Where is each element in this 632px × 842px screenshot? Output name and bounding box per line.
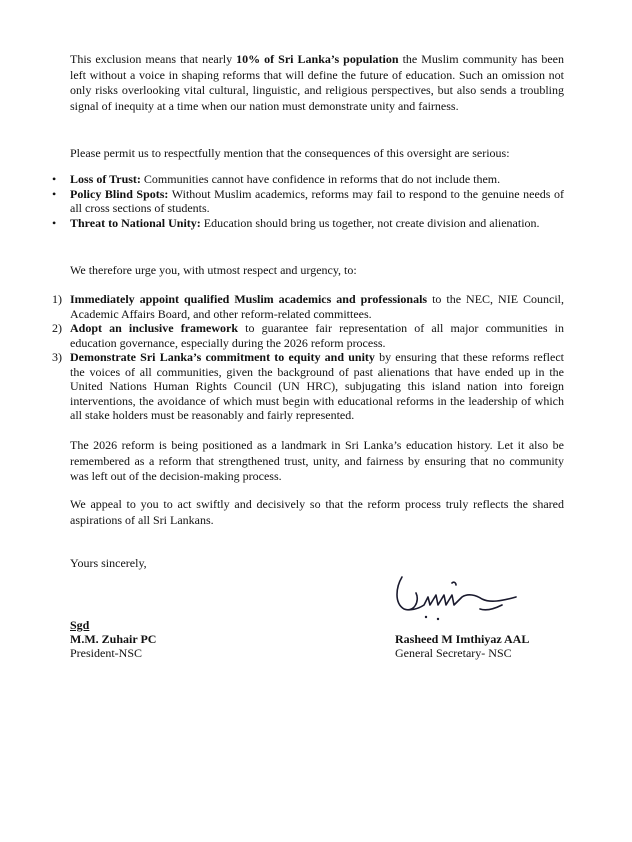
list-item	[52, 216, 564, 231]
list-item	[52, 321, 564, 350]
paragraph-exclusion	[70, 52, 564, 114]
paragraph-urge: We therefore urge you, with utmost respect and urgency, to:	[70, 263, 357, 277]
list-item-text: Communities cannot have confidence in reforms that do not include them.	[140, 172, 501, 186]
list-item-text: to guarantee fair representation of all major communities in education governance, especially during the 2026 reform process.	[70, 321, 564, 350]
paragraph-text: the Muslim community has been left without a voice in shaping reforms that will define the future of education. Such an omission not only risks overlooking vital cultural, linguistic, and religious perspectives, but also sends a troubling signal of inequity at a time when our nation must demonstrate unity and fairness.	[70, 52, 565, 113]
signatory-title: President-NSC	[70, 646, 142, 660]
list-number: 1)	[52, 292, 62, 306]
list-item	[52, 187, 564, 216]
consequence-list	[52, 172, 564, 230]
signatory-name: Rasheed M Imthiyaz AAL	[395, 632, 530, 646]
list-item-heading: Demonstrate Sri Lanka’s commitment to equity and unity	[70, 350, 375, 364]
paragraph-appeal: We appeal to you to act swiftly and decisively so that the reform process truly reflects the shared aspirations of all Sri Lankans.	[70, 497, 564, 527]
list-item	[52, 350, 564, 423]
signatory-right	[395, 632, 529, 660]
signatory-left	[70, 618, 156, 660]
list-item-heading: Loss of Trust:	[70, 172, 141, 186]
list-item	[52, 172, 564, 187]
signatory-name: M.M. Zuhair PC	[70, 632, 157, 646]
sgd-mark: Sgd	[70, 618, 90, 632]
list-item-text: to the NEC, NIE Council, Academic Affairs Board, and other reform-related committees.	[70, 292, 565, 321]
bullet-icon: •	[52, 172, 57, 186]
bullet-icon: •	[52, 215, 57, 230]
bullet-icon: •	[52, 186, 57, 201]
list-number: 2)	[52, 321, 62, 335]
list-item-heading: Adopt an inclusive framework	[70, 321, 239, 335]
paragraph-landmark: The 2026 reform is being positioned as a landmark in Sri Lanka’s education history. Let it also be remembered as a reform that strengthened trust, unity, and fairness by ensuring that no community was left out of the decision-making process.	[70, 438, 564, 483]
list-item-text: Education should bring us together, not create division and alienation.	[200, 215, 540, 230]
request-list	[52, 292, 564, 423]
list-item-heading: Policy Blind Spots:	[70, 186, 169, 201]
paragraph-consequences: Please permit us to respectfully mention that the consequences of this oversight are serious:	[70, 146, 510, 160]
paragraph-text: This exclusion means that nearly	[70, 52, 237, 66]
closing-salutation: Yours sincerely,	[70, 556, 147, 570]
paragraph-bold: 10% of Sri Lanka’s population	[236, 52, 399, 66]
list-item-text: by ensuring that these reforms reflect the voices of all communities, given the background of past alienations that have ended up in the United Nations Human Rights Council (UN HRC), subjugating this island nation into foreign interventions, the avoidance of which must begin with educational reforms in the leadership of which all stake holders must be reasonably and fairly represented.	[70, 350, 564, 422]
list-item	[52, 292, 564, 321]
signatory-title: General Secretary- NSC	[395, 646, 512, 660]
list-item-heading: Immediately appoint qualified Muslim academics and professionals	[70, 292, 428, 306]
list-item-heading: Threat to National Unity:	[70, 215, 201, 230]
list-item-text: Without Muslim academics, reforms may fail to respond to the genuine needs of all cross sections of students.	[70, 186, 564, 215]
list-number: 3)	[52, 350, 62, 364]
signature-image	[390, 565, 530, 625]
